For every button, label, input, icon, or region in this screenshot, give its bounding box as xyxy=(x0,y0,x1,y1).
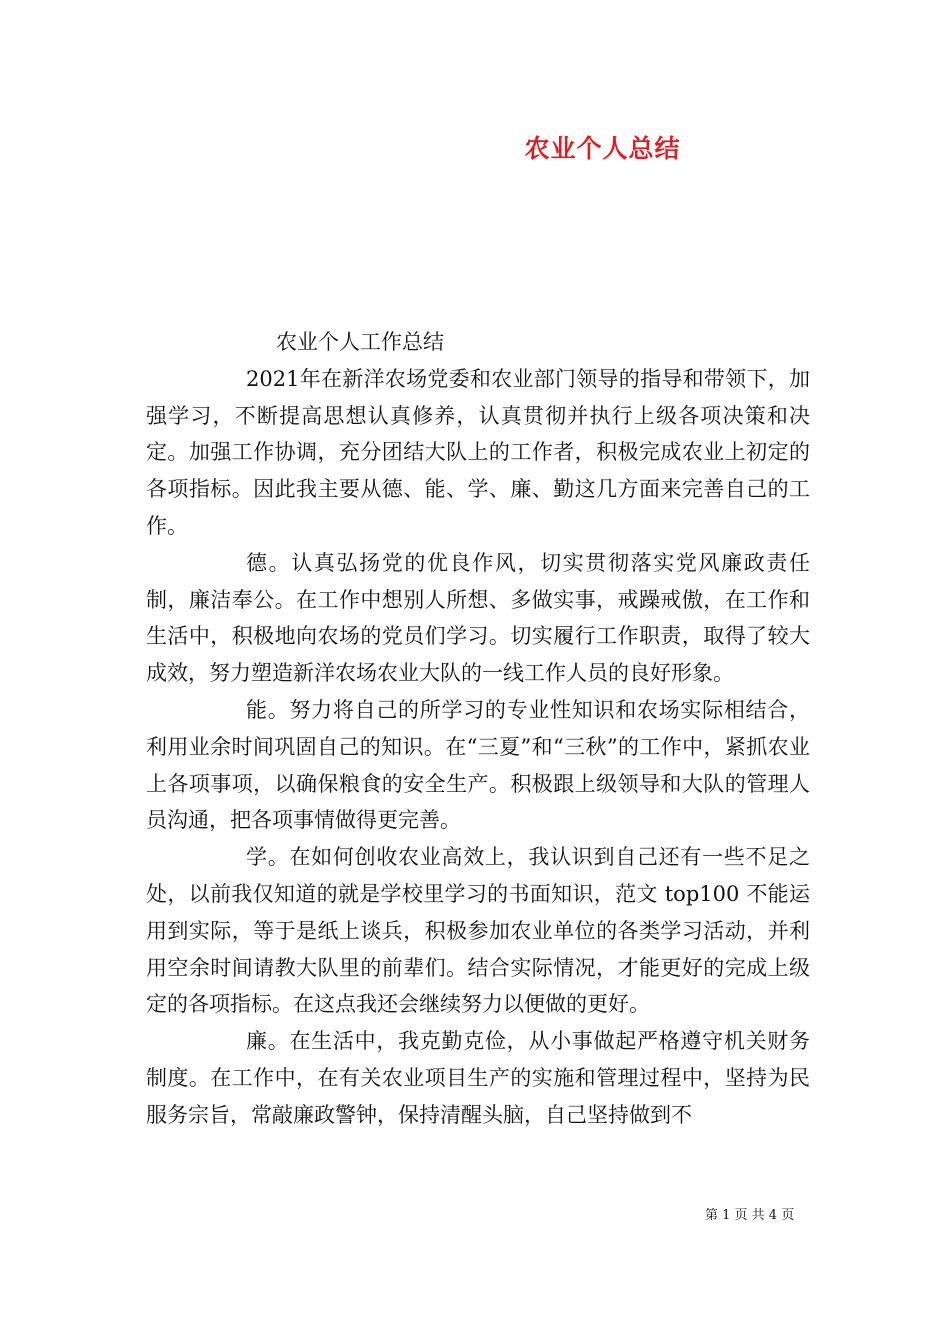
document-body xyxy=(146,324,810,1134)
paragraph-intro: 2021年在新洋农场党委和农业部门领导的指导和带领下，加强学习，不断提高思想认真修养，认真贯彻并执行上级各项决策和决定。加强工作协调，充分团结大队上的工作者，积极完成农业上初定的各项指标。因此我主要从德、能、学、廉、勤这几方面来完善自己的工作。 xyxy=(146,366,810,538)
paragraph-de: 德。认真弘扬党的优良作风，切实贯彻落实党风廉政责任制，廉洁奉公。在工作中想别人所想、多做实事，戒躁戒傲，在工作和生活中，积极地向农场的党员们学习。切实履行工作职责，取得了较大成效，努力塑造新洋农场农业大队的一线工作人员的良好形象。 xyxy=(146,550,810,686)
paragraph-xue: 学。在如何创收农业高效上，我认识到自己还有一些不足之处，以前我仅知道的就是学校里学习的书面知识，范文 top100 不能运用到实际，等于是纸上谈兵，积极参加农业单位的各类学习活动，并利用空余时间请教大队里的前辈们。结合实际情况，才能更好的完成上级定的各项指标。在这点我还会继续努力以便做的更好。 xyxy=(146,845,810,1017)
document-title: 农业个人总结 xyxy=(524,134,681,163)
paragraph-neng: 能。努力将自己的所学习的专业性知识和农场实际相结合，利用业余时间巩固自己的知识。在“三夏”和“三秋”的工作中，紧抓农业上各项事项，以确保粮食的安全生产。积极跟上级领导和大队的管理人员沟通，把各项事情做得更完善。 xyxy=(146,697,810,833)
document-subtitle: 农业个人工作总结 xyxy=(276,330,444,354)
paragraph-lian: 廉。在生活中，我克勤克俭，从小事做起严格遵守机关财务制度。在工作中，在有关农业项目生产的实施和管理过程中，坚持为民服务宗旨，常敲廉政警钟，保持清醒头脑，自己坚持做到不 xyxy=(146,1029,810,1127)
page-number: 第 1 页 共 4 页 xyxy=(705,1208,795,1223)
